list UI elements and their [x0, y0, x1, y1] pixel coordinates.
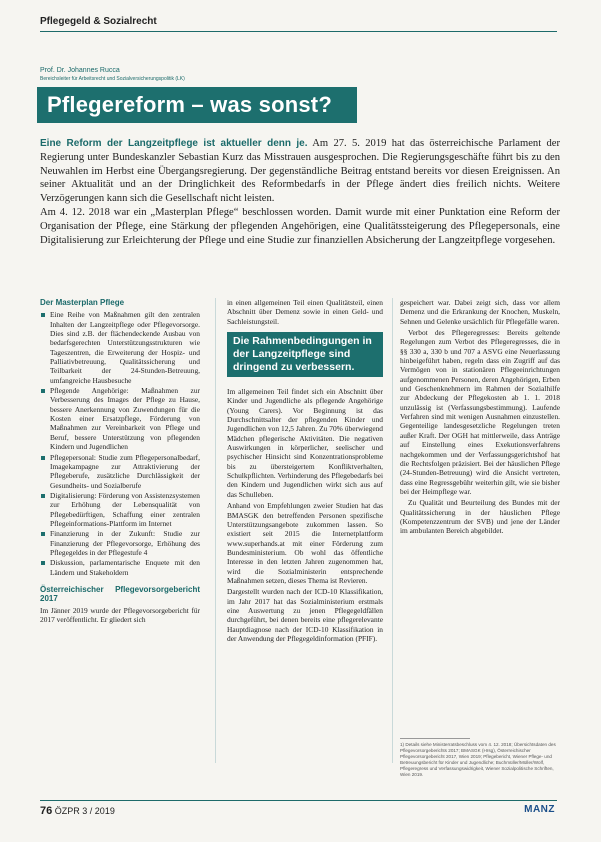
author-name: Prof. Dr. Johannes Rucca [40, 67, 120, 74]
title-bar [37, 87, 357, 123]
masterplan-list [40, 310, 200, 577]
author-role: Bereichsleiter für Arbeitsrecht und Sozialversicherungspolitik (LK) [40, 76, 185, 82]
paragraph: Im allgemeinen Teil findet sich ein Abschnitt über Kinder und Jugendliche als pflegende Angehörige (Young Carers). Vor Beginnung ist das Durchschnittsalter der pflegenden Kinder und Jugendlichen von 12,5 Jahren. Zu 70% überwiegend Mädchen pflegerische Aktivitäten. Die negativen Auswirkungen in körperlicher, seelischer und psychischer Hinsicht sind Konzentrationsprobleme bis zu übersteigertem Konfliktverhalten, Schulkpflichten. Verhinderung des Pflegebedarfs bei den Kindern und Jugendlichen wirkt sich aus auf das Schulleben. [227, 387, 383, 499]
paragraph: Zu Qualität und Beurteilung des Bundes mit der Qualitätssicherung in der häuslichen Pflege (Kompetenzzentrum der SVB) und jene der Länder im ambulanten Bereich abgebildet. [400, 498, 560, 536]
paragraph: gespeichert war. Dabei zeigt sich, dass vor allem Demenz und die Erkrankung der Knochen, Muskeln, Sehnen und Gelenke ursächlich für Pflegefälle waren. [400, 298, 560, 326]
footnote: 1) Details siehe Ministerratsbeschluss vom 4. 12. 2018; Übersichtsdaten des Pflegevorsorgeberichts 2017; BMASGK (Hrsg), Österreichischer Pflegevorsorgebericht 2017, Wien 2019; Pflegebericht, Wiener Pflege- und Betreuungsbericht für Kinder und Jugendliche; Buchmüller/Müller/Wolf, Pflegeregress und Verfassungswidrigkeit, Wiener Sozialpolitische Schriften, Wien 2019. [400, 742, 556, 777]
column-2 [227, 298, 383, 645]
page-number: 76 [40, 805, 53, 817]
list-item: Eine Reihe von Maßnahmen gilt den zentralen Inhalten der Langzeitpflege oder Pflegevorsorge. Dies sind z.B. der flächendeckende Ausbau von bedarfsgerechten Unterstützungsstrukturen wie Tageszentren, die Erweiterung der Hospiz- und Palliativbetreuung, Qualitätssicherung und Teilbarkeit der 24-Stunden-Betreuung, umfangreiche Hausbesuche [40, 310, 200, 385]
intro-paragraph-1 [40, 137, 560, 206]
footnote-rule [400, 738, 470, 739]
list-item: Pflegende Angehörige: Maßnahmen zur Verbesserung des Images der Pflege zu Hause, bessere Anerkennung von Zuwendungen für die Kosten einer Ersatzpflege, Förderung von Maßnahmen zur Vereinbarkeit von Pflege und Beruf, bessere Unterstützung von pflegenden Kindern und Jugendlichen [40, 386, 200, 451]
intro [40, 137, 560, 247]
page-folio [40, 805, 115, 817]
intro-paragraph-2: Am 4. 12. 2018 war ein „Masterplan Pflege“ beschlossen worden. Damit wurde mit einer Punktation eine Reform der Organisation der Pflege, eine Stärkung der pflegenden Angehörigen, eine Qualitätssteigerung des Pflegepersonals, eine Digitalisierung zur Erleichterung der Pflege und eine Studie zur finanziellen Absicherung der Langzeitpflege vorgesehen. [40, 206, 560, 246]
publisher-logo: MANZ [524, 804, 555, 815]
paragraph: Dargestellt wurden nach der ICD-10 Klassifikation, im Jahr 2017 hat das Sozialministerium erstmals eine Auswertung zu jenen Pflegegeldfällen durchgeführt, bei denen bereits eine pflegerelevante Hauptdiagnose nach der ICD-10 Klassifikation in der Anwendung der Pflegegeldinformation (PFIF). [227, 587, 383, 643]
header-rule [40, 31, 557, 32]
paragraph: in einen allgemeinen Teil einen Qualitätsteil, einen Abschnitt über Demenz sowie in einen Geld- und Sachleistungsteil. [227, 298, 383, 326]
intro-p1-text: Am 27. 5. 2019 hat das österreichische Parlament der Regierung unter Bundeskanzler Sebastian Kurz das Misstrauen ausgesprochen. Die Regierungsgeschäfte führt bis zu den Neuwahlen im Herbst eine Übergangsregierung. Der gegenständliche Beitrag entstand bereits vor diesen Ereignissen. An seiner Aktualität und an der Dringlichkeit des Reformbedarfs in der Pflege ändert dies freilich nichts. Weitere Verzögerungen kann sich die Gesellschaft nicht leisten. [40, 138, 560, 205]
column-separator [392, 298, 393, 763]
article-title: Pflegereform – was sonst? [47, 92, 332, 117]
intro-lead: Eine Reform der Langzeitpflege ist aktueller denn je. [40, 138, 308, 149]
column-3 [400, 298, 560, 538]
journal-issue: 3 / 2019 [82, 806, 115, 816]
paragraph: Verbot des Pflegeregresses: Bereits geltende Regelungen zum Verbot des Pflegeregresses, die in §§ 330 a, 330 b und 707 a ASVG eine Neuerlassung hinbeigeführt haben, regeln dass ein Zugriff auf das Vermögen von in stationären Pflegeeinrichtungen aufgenommenen Personen, deren Angehörigen, Erben und Geschenknehmern im Rahmen der Sozialhilfe zur Abdeckung der Pflegekosten ab 1. 1. 2018 unzulässig ist (Verfassungsbestimmung). Laufende Verfahren sind mit wenigen Ausnahmen einzustellen. Gegenteilige landesgesetzliche Regelungen treten außer Kraft. Der OGH hat mittlerweile, dass Anträge auf Einstellung eines Exekutionsverfahrens nachgekommen und der Verfassungsgerichtshof hat die Rechtsfolgen präzisiert. Bei der häuslichen Pflege (24-Stunden-Betreuung) wird die Ansicht vertreten, dass eine Regressgebühr weiterhin gilt, wie sie bisher bei der Heimpflege war. [400, 328, 560, 496]
list-item: Digitalisierung: Förderung von Assistenzsystemen zur Erhöhung der Lebensqualität von Pflegebedürftigen, Schaffung einer zentralen Pflegeinformations-Plattform im Internet [40, 491, 200, 528]
footer-rule [40, 800, 557, 801]
list-item: Pflegepersonal: Studie zum Pflegepersonalbedarf, Imagekampagne zur Attraktivierung der Pflegeberufe, zusätzliche Durchlässigkeit der Gesundheits- und Sozialberufe [40, 453, 200, 490]
list-item: Finanzierung in der Zukunft: Studie zur Finanzierung der Pflegevorsorge, Erhöhung des Pflegegeldes in der Pflegestufe 4 [40, 529, 200, 557]
paragraph: Anhand von Empfehlungen zweier Studien hat das BMASGK den betreffenden Personen spezifische Unterstützungsangebote zukommen lassen. So existiert seit 2015 die Internetplattform www.superhands.at mit einer Förderung zum Bundesministerium. Ob wohl das öffentliche Interesse in den letzten Jahren zugenommen hat, wird die Sozialministerin entsprechende Maßnahmen setzen, dieses Thema ist Revieren. [227, 501, 383, 585]
box-heading: Der Masterplan Pflege [40, 298, 125, 307]
column-separator [215, 298, 216, 763]
subheading-text: Im Jänner 2019 wurde der Pflegevorsorgebericht für 2017 veröffentlicht. Er gliedert sich [40, 605, 200, 624]
pull-quote: Die Rahmenbedingungen in der Langzeitpflege sind dringend zu verbessern. [227, 332, 383, 377]
section-header: Pflegegeld & Sozialrecht [40, 16, 157, 27]
subheading: Österreichischer Pflegevorsorgebericht 2017 [40, 584, 200, 604]
journal-name: ÖZPR [54, 806, 80, 816]
list-item: Diskussion, parlamentarische Enquete mit den Ländern und Stakeholdern [40, 558, 200, 577]
column-1 [40, 298, 200, 626]
